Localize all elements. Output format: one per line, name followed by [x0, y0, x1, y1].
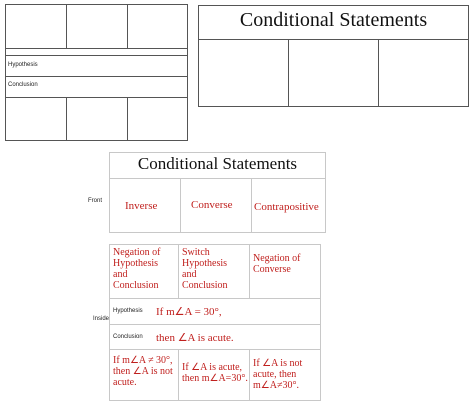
- inverse-desc-line: and: [113, 269, 128, 280]
- inside-conclusion-row: [110, 325, 320, 350]
- front-title: Conditional Statements: [137, 154, 298, 173]
- converse-answer-line: If ∠A is acute,: [182, 362, 243, 373]
- inverse-description: [113, 247, 161, 291]
- inside-hypothesis-row: [110, 299, 320, 325]
- bottom-flap-right: [128, 97, 187, 140]
- top-flap-middle: [67, 5, 128, 49]
- front-converse-label: Converse: [191, 199, 233, 211]
- front-label: Front: [88, 198, 103, 204]
- inside-label: Inside: [93, 316, 110, 322]
- inside-hypothesis-label: Hypothesis: [113, 308, 143, 314]
- front-contrapositive-label: Contrapositive: [254, 201, 319, 213]
- inside-hypothesis-text: If m∠A = 30°,: [156, 306, 222, 318]
- inside-panel: [109, 244, 321, 401]
- inside-answer-contrapositive: [250, 350, 320, 400]
- inside-header-inverse: [110, 245, 179, 299]
- converse-answer-line: then m∠A=30°.: [182, 373, 248, 384]
- contrapositive-answer-line: m∠A≠30°.: [253, 380, 299, 391]
- converse-desc-line: Hypothesis: [182, 258, 227, 269]
- hypothesis-row: [6, 55, 187, 77]
- inverse-answer-line: acute.: [113, 377, 137, 388]
- inverse-answer-line: If m∠A ≠ 30°,: [113, 355, 173, 366]
- conclusion-row: [6, 77, 187, 97]
- converse-answer: [182, 362, 248, 384]
- inside-answer-converse: [179, 350, 250, 400]
- inside-answer-inverse: [110, 350, 179, 400]
- hypothesis-label: Hypothesis: [8, 62, 38, 68]
- top-right-title: Conditional Statements: [239, 9, 428, 31]
- front-cell-inverse: [110, 179, 181, 232]
- foldable-template-top-left: [5, 4, 188, 141]
- inverse-desc-line: Conclusion: [113, 280, 159, 291]
- contrapositive-answer-line: acute, then: [253, 369, 297, 380]
- bottom-flap-middle: [67, 97, 128, 140]
- inside-conclusion-label: Conclusion: [113, 334, 143, 340]
- top-flap-right: [128, 5, 187, 49]
- converse-desc-line: Switch: [182, 247, 210, 258]
- foldable-template-top-right: [198, 5, 469, 107]
- top-flap-left: [6, 5, 67, 49]
- inside-conclusion-text: then ∠A is acute.: [156, 332, 234, 344]
- front-cell-converse: [181, 179, 252, 232]
- inside-header-converse: [179, 245, 250, 299]
- inverse-desc-line: Negation of: [113, 247, 161, 258]
- contrapositive-desc-line: Converse: [253, 264, 291, 275]
- converse-description: [182, 247, 228, 291]
- converse-desc-line: Conclusion: [182, 280, 228, 291]
- front-inverse-label: Inverse: [125, 200, 158, 212]
- top-right-col-left: [199, 39, 289, 106]
- front-panel: [109, 152, 326, 233]
- contrapositive-answer-line: If ∠A is not: [253, 358, 303, 369]
- contrapositive-desc-line: Negation of: [253, 253, 301, 264]
- inverse-answer: [113, 355, 173, 388]
- bottom-flap-left: [6, 97, 67, 140]
- inverse-desc-line: Hypothesis: [113, 258, 158, 269]
- inside-header-contrapositive: [250, 245, 320, 299]
- contrapositive-description: [253, 253, 301, 275]
- converse-desc-line: and: [182, 269, 197, 280]
- contrapositive-answer: [253, 358, 302, 391]
- conclusion-label: Conclusion: [8, 82, 38, 88]
- front-cell-contrapositive: [252, 179, 325, 232]
- inverse-answer-line: then ∠A is not: [113, 366, 173, 377]
- top-right-col-middle: [289, 39, 379, 106]
